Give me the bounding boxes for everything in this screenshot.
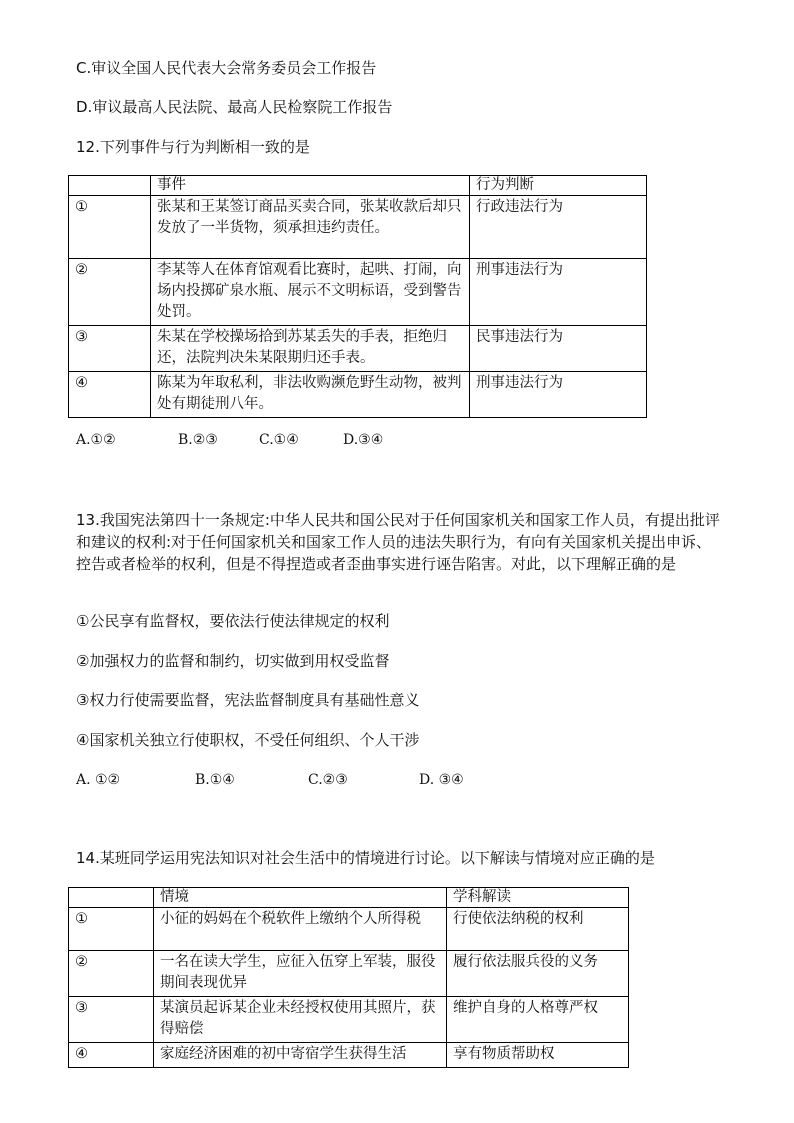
q13-statement-3: ③权力行使需要监督，宪法监督制度具有基础性意义 [76, 691, 420, 709]
q12-option-b: B.②③ [178, 432, 218, 448]
q12-header-judgment: 行为判断 [470, 176, 647, 196]
table-row [69, 1043, 629, 1068]
table-row [69, 372, 647, 418]
table-row [69, 196, 647, 259]
q12-options [76, 430, 383, 450]
judgment-cell: 刑事违法行为 [470, 259, 647, 326]
q12-header-event: 事件 [151, 176, 470, 196]
table-row [69, 259, 647, 326]
row-number: ④ [69, 372, 151, 418]
q12-option-a: A.①② [76, 432, 116, 448]
row-number: ③ [69, 997, 154, 1043]
event-cell: 李某等人在体育馆观看比赛时，起哄、打闹，向场内投掷矿泉水瓶、展示不文明标语，受到警告处罚。 [151, 259, 470, 326]
scene-cell: 家庭经济困难的初中寄宿学生获得生活 [154, 1043, 447, 1068]
event-cell: 张某和王某签订商品买卖合同，张某收款后却只发放了一半货物，须承担违约责任。 [151, 196, 470, 259]
judgment-cell: 民事违法行为 [470, 326, 647, 372]
row-number: ② [69, 951, 154, 997]
q13-options [76, 770, 464, 790]
q12-stem: 12.下列事件与行为判断相一致的是 [76, 138, 310, 156]
q14-stem: 14.某班同学运用宪法知识对社会生活中的情境进行讨论。以下解读与情境对应正确的是 [76, 849, 655, 867]
q13-statement-2: ②加强权力的监督和制约，切实做到用权受监督 [76, 652, 390, 670]
q13-statement-1: ①公民享有监督权，要依法行使法律规定的权利 [76, 612, 390, 630]
row-number: ① [69, 196, 151, 259]
q11-option-c: C.审议全国人民代表大会常务委员会工作报告 [76, 59, 377, 77]
reading-cell: 履行依法服兵役的义务 [447, 951, 629, 997]
row-number: ④ [69, 1043, 154, 1068]
judgment-cell: 刑事违法行为 [470, 372, 647, 418]
event-cell: 陈某为年取私利，非法收购濒危野生动物，被判处有期徒刑八年。 [151, 372, 470, 418]
q13-statement-4: ④国家机关独立行使职权，不受任何组织、个人干涉 [76, 731, 420, 749]
q12-header-row [69, 176, 647, 196]
row-number: ② [69, 259, 151, 326]
row-number: ③ [69, 326, 151, 372]
q12-table [68, 175, 647, 418]
q14-header-row [69, 888, 629, 908]
scene-cell: 小征的妈妈在个税软件上缴纳个人所得税 [154, 908, 447, 951]
q13-option-b: B.①④ [195, 772, 235, 788]
q12-option-d: D.③④ [343, 432, 384, 448]
judgment-cell: 行政违法行为 [470, 196, 647, 259]
table-row [69, 326, 647, 372]
event-cell: 朱某在学校操场拾到苏某丢失的手表，拒绝归还，法院判决朱某限期归还手表。 [151, 326, 470, 372]
q12-header-num [69, 176, 151, 196]
reading-cell: 享有物质帮助权 [447, 1043, 629, 1068]
reading-cell: 行使依法纳税的权利 [447, 908, 629, 951]
q13-option-d: D. ③④ [419, 772, 464, 788]
reading-cell: 维护自身的人格尊严权 [447, 997, 629, 1043]
table-row [69, 908, 629, 951]
q14-header-num [69, 888, 154, 908]
q12-option-c: C.①④ [259, 432, 299, 448]
q13-option-c: C.②③ [308, 772, 348, 788]
scene-cell: 一名在读大学生，应征入伍穿上军装，服役期间表现优异 [154, 951, 447, 997]
q11-option-d: D.审议最高人民法院、最高人民检察院工作报告 [76, 98, 393, 116]
q14-header-scene: 情境 [154, 888, 447, 908]
table-row [69, 997, 629, 1043]
q14-header-reading: 学科解读 [447, 888, 629, 908]
q14-table [68, 887, 629, 1068]
row-number: ① [69, 908, 154, 951]
q13-stem: 13.我国宪法第四十一条规定:中华人民共和国公民对于任何国家机关和国家工作人员，有提出批评和建议的权利:对于任何国家机关和国家工作人员的违法失职行为，有向有关国家机关提出申诉、控告或者检举的权利，但是不得捏造或者歪曲事实进行诬告陷害。对此，以下理解正确的是 [76, 511, 720, 573]
q13-option-a: A. ①② [76, 772, 121, 788]
scene-cell: 某演员起诉某企业未经授权使用其照片，获得赔偿 [154, 997, 447, 1043]
table-row [69, 951, 629, 997]
